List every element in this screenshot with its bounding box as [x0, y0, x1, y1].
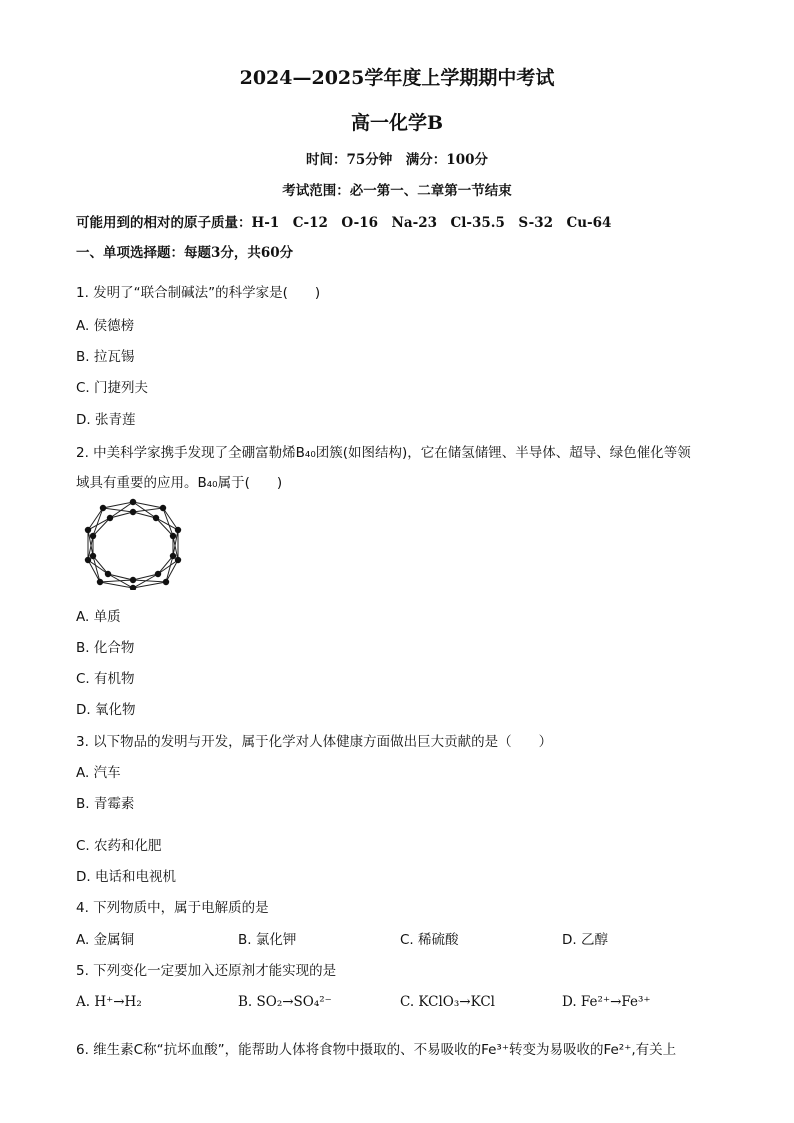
q4-option-d: D. 乙醇 [562, 932, 608, 948]
question-5-stem: 5. 下列变化一定要加入还原剂才能实现的是 [76, 963, 337, 979]
q2-option-b: B. 化合物 [76, 640, 135, 656]
q3-option-c: C. 农药和化肥 [76, 838, 162, 854]
time-score: 时间：75分钟 满分：100分 [306, 152, 488, 168]
b40-cluster-figure [78, 498, 188, 590]
question-3-stem: 3. 以下物品的发明与开发，属于化学对人体健康方面做出巨大贡献的是（ ） [76, 734, 553, 750]
q4-option-c: C. 稀硫酸 [400, 932, 459, 948]
q1-option-d: D. 张青莲 [76, 412, 136, 428]
q3-option-a: A. 汽车 [76, 765, 121, 781]
q2-option-a: A. 单质 [76, 609, 121, 625]
q5-option-c: C. KClO₃→KCl [400, 994, 495, 1010]
question-2-stem-line2: 域具有重要的应用。B₄₀属于( ) [76, 475, 283, 491]
exam-subtitle: 高一化学B [350, 112, 444, 134]
q1-option-a: A. 侯德榜 [76, 318, 135, 334]
q5-option-d: D. Fe²⁺→Fe³⁺ [562, 994, 651, 1010]
q4-option-b: B. 氯化钾 [238, 932, 297, 948]
q1-option-b: B. 拉瓦锡 [76, 349, 135, 365]
question-1-stem: 1. 发明了“联合制碱法”的科学家是( ) [76, 285, 321, 301]
q4-option-a: A. 金属铜 [76, 932, 135, 948]
q1-option-c: C. 门捷列夫 [76, 380, 149, 396]
exam-scope: 考试范围：必一第一、二章第一节结束 [282, 183, 512, 199]
q3-option-b: B. 青霉素 [76, 796, 135, 812]
q2-option-c: C. 有机物 [76, 671, 135, 687]
q3-option-d: D. 电话和电视机 [76, 869, 176, 885]
question-4-stem: 4. 下列物质中，属于电解质的是 [76, 900, 269, 916]
q2-option-d: D. 氧化物 [76, 702, 136, 718]
question-2-stem-line1: 2. 中美科学家携手发现了全硼富勒烯B₄₀团簇(如图结构)，它在储氢储锂、半导体、超导、绿色催化等领 [76, 445, 691, 461]
exam-title: 2024—2025学年度上学期期中考试 [239, 67, 555, 89]
section-heading: 一、单项选择题：每题3分，共60分 [76, 245, 294, 261]
question-6-stem: 6. 维生素C称“抗坏血酸”，能帮助人体将食物中摄取的、不易吸收的Fe³⁺转变为易吸收的Fe²⁺,有关上 [76, 1042, 677, 1058]
q5-option-b: B. SO₂→SO₄²⁻ [238, 994, 332, 1010]
atomic-mass: 可能用到的相对的原子质量：H-1 C-12 O-16 Na-23 Cl-35.5 S-32 Cu-64 [76, 215, 612, 231]
q5-option-a: A. H⁺→H₂ [76, 994, 142, 1010]
